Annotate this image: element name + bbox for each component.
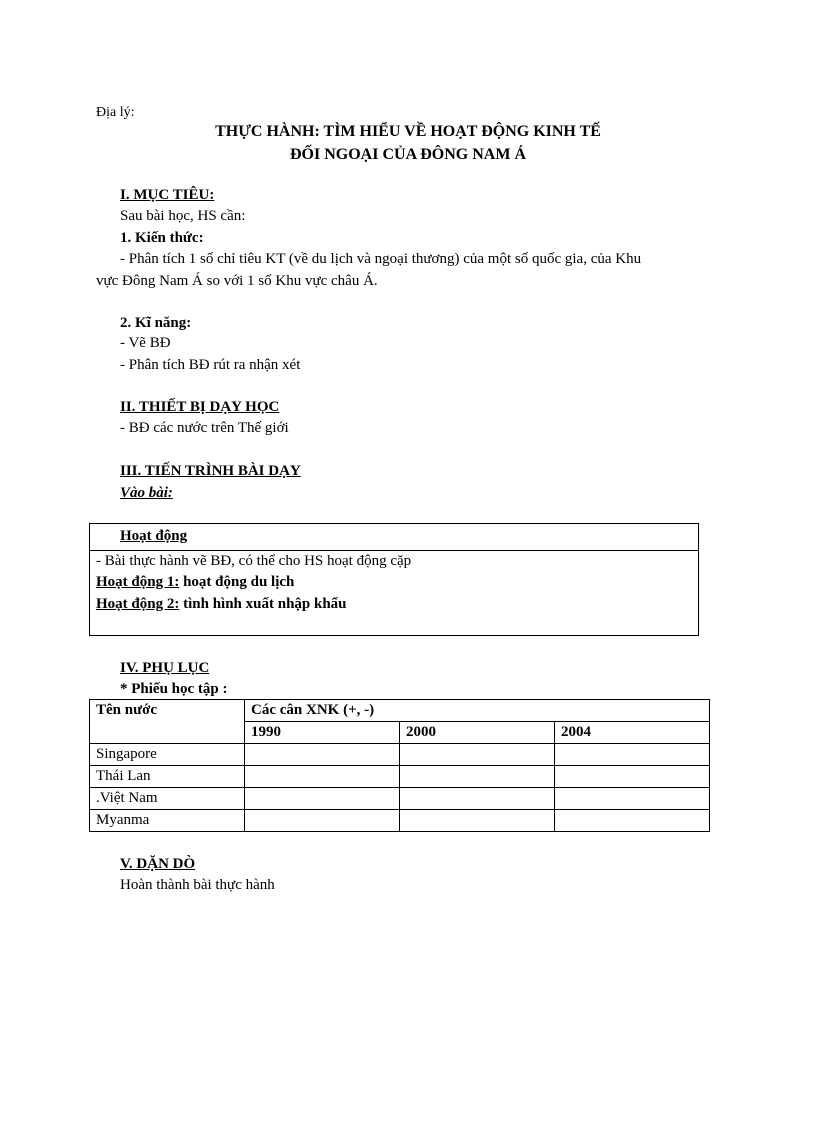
activity-1-text: hoạt động du lịch bbox=[179, 574, 295, 590]
value-cell[interactable] bbox=[555, 744, 710, 766]
table-row bbox=[90, 810, 710, 832]
worksheet-table bbox=[89, 699, 710, 832]
year-header: 2000 bbox=[400, 722, 555, 744]
activity-1-label: Hoạt động 1: bbox=[96, 574, 180, 590]
activity-line-1: - Bài thực hành vẽ BĐ, có thể cho HS hoạt động cặp bbox=[96, 553, 412, 569]
activity-2-text: tình hình xuất nhập khẩu bbox=[179, 596, 347, 612]
table-row bbox=[90, 744, 710, 766]
section-3-heading: III. TIẾN TRÌNH BÀI DẠY bbox=[120, 463, 301, 479]
value-cell[interactable] bbox=[555, 788, 710, 810]
value-cell[interactable] bbox=[245, 744, 400, 766]
country-header: Tên nước bbox=[90, 700, 245, 744]
year-header: 1990 bbox=[245, 722, 400, 744]
country-cell: .Việt Nam bbox=[90, 788, 245, 810]
skills-heading: 2. Kĩ năng: bbox=[120, 315, 192, 331]
balance-header: Các cân XNK (+, -) bbox=[245, 700, 710, 722]
table-row bbox=[90, 766, 710, 788]
activity-1 bbox=[96, 574, 294, 591]
activity-2 bbox=[96, 596, 347, 613]
value-cell[interactable] bbox=[400, 810, 555, 832]
country-cell: Thái Lan bbox=[90, 766, 245, 788]
value-cell[interactable] bbox=[400, 766, 555, 788]
country-cell: Myanma bbox=[90, 810, 245, 832]
skills-item: - Phân tích BĐ rút ra nhận xét bbox=[120, 357, 301, 373]
value-cell[interactable] bbox=[245, 810, 400, 832]
title-line-1: THỰC HÀNH: TÌM HIỂU VỀ HOẠT ĐỘNG KINH TẾ bbox=[215, 123, 601, 140]
knowledge-heading: 1. Kiến thức: bbox=[120, 230, 204, 246]
section-2-item: - BĐ các nước trên Thế giới bbox=[120, 420, 289, 436]
activity-header-label: Hoạt động bbox=[120, 528, 188, 544]
section-5-heading: V. DẶN DÒ bbox=[120, 856, 196, 872]
value-cell[interactable] bbox=[245, 766, 400, 788]
subject-label: Địa lý: bbox=[96, 105, 135, 120]
value-cell[interactable] bbox=[400, 788, 555, 810]
worksheet-label: * Phiếu học tập : bbox=[120, 681, 228, 697]
activity-box-header bbox=[90, 524, 698, 551]
section-5-text: Hoàn thành bài thực hành bbox=[120, 877, 275, 893]
table-header-row bbox=[90, 700, 710, 722]
activity-box bbox=[89, 523, 699, 636]
knowledge-line-1: - Phân tích 1 số chỉ tiêu KT (về du lịch và ngoại thương) của một số quốc gia, của Khu bbox=[120, 251, 642, 267]
section-2-heading: II. THIẾT BỊ DẠY HỌC bbox=[120, 399, 280, 415]
activity-2-label: Hoạt động 2: bbox=[96, 596, 180, 612]
section-1-heading: I. MỤC TIÊU: bbox=[120, 187, 215, 203]
skills-item: - Vẽ BĐ bbox=[120, 335, 171, 351]
value-cell[interactable] bbox=[555, 766, 710, 788]
knowledge-line-2: vực Đông Nam Á so với 1 số Khu vực châu Á. bbox=[96, 273, 378, 289]
value-cell[interactable] bbox=[400, 744, 555, 766]
title-line-2: ĐỐI NGOẠI CỦA ĐÔNG NAM Á bbox=[290, 146, 526, 163]
section-1-intro: Sau bài học, HS cần: bbox=[120, 208, 246, 224]
intro-label: Vào bài: bbox=[120, 485, 173, 501]
country-cell: Singapore bbox=[90, 744, 245, 766]
table-row bbox=[90, 788, 710, 810]
section-4-heading: IV. PHỤ LỤC bbox=[120, 660, 210, 676]
value-cell[interactable] bbox=[555, 810, 710, 832]
year-header: 2004 bbox=[555, 722, 710, 744]
value-cell[interactable] bbox=[245, 788, 400, 810]
